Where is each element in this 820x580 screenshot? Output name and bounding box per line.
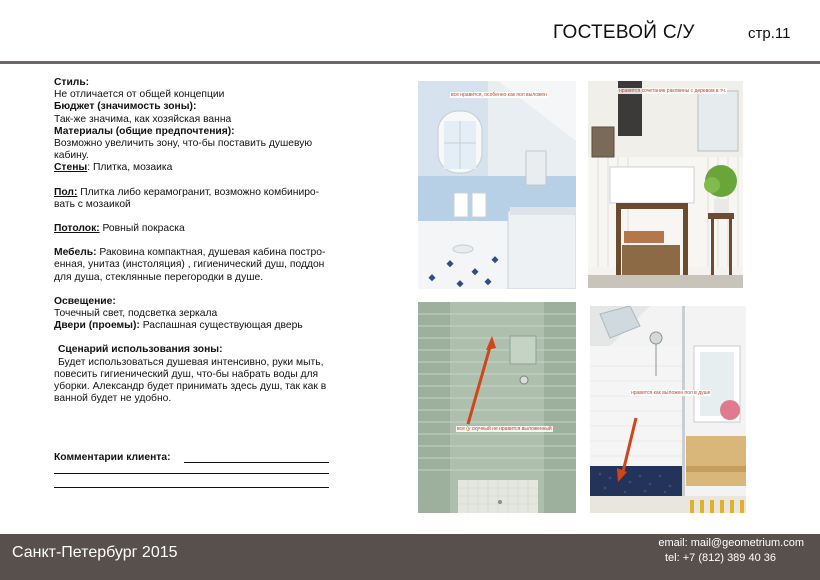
photo-2-note: нравится сочетание раковины с деревом в тч. [619,88,727,94]
photo-3-note: все (у скучный не нравится выложенный [457,426,552,432]
doors-label: Двери (проемы): [54,320,140,332]
walls-value: : Плитка, мозаика [87,162,173,174]
style-label: Стиль: [54,77,90,88]
footer-email[interactable]: email: mail@geometrium.com [658,537,804,549]
scenario-line-3: уборки. Александр будет принимать здесь душ, так как в [54,381,327,393]
footer-city-year: Санкт-Петербург 2015 [12,544,178,561]
page-number: стр.11 [748,25,791,42]
header-divider [0,61,820,64]
photo-wood-vanity [588,81,743,288]
lighting-label: Освещение: [54,295,116,307]
ceiling-value: Ровный покраска [99,223,185,235]
floor-label: Пол: [54,186,78,198]
photo-attic-bathroom [418,81,576,289]
scenario-line-2: повесить гигиенический душ, что-бы набрать воды для [54,368,319,380]
scenario-line-4: ванной будет не удобно. [54,393,172,405]
budget-label: Бюджет (значимость зоны): [54,101,197,113]
photo-4-note: нравится как выложен пол в душе [631,390,711,396]
materials-value-2: кабину. [54,150,89,162]
materials-value-1: Возможно увеличить зону, что-бы поставить душевую [54,138,313,150]
materials-label: Материалы (общие предпочтения): [54,125,235,137]
brief-text [54,77,359,405]
lighting-value: Точечный свет, подсветка зеркала [54,308,218,320]
furniture-value-1: Раковина компактная, душевая кабина постро- [96,247,326,259]
floor-value-2: вать с мозаикой [54,198,131,210]
floor-value-1: Плитка либо керамогранит, возможно комбиниро- [77,186,320,198]
furniture-label: Мебель: [54,247,97,259]
furniture-value-2: енная, унитаз (инстоляция) , гигиенический душ, поддон [54,259,325,271]
footer-bar [0,534,820,580]
photo-green-tile-shower [418,302,576,513]
doors-value: Распашная существующая дверь [139,320,303,332]
budget-value: Так-же значима, как хозяйская ванна [54,113,232,125]
comment-line-1 [184,462,329,463]
furniture-value-3: для душа, стеклянные перегородки в душе. [54,271,264,283]
comment-line-3 [54,487,329,488]
style-value: Не отличается от общей концепции [54,89,225,101]
client-comments-label: Комментарии клиента: [54,452,171,463]
photo-1-note: все нравится, особенно как пол выложен [451,92,547,98]
scenario-label: Сценарий использования зоны: [58,344,223,356]
footer-phone: tel: +7 (812) 389 40 36 [665,552,776,564]
ceiling-label: Потолок: [54,223,100,235]
photo-attic-shower [590,306,746,513]
scenario-line-1: Будет использоваться душевая интенсивно, руки мыть, [58,356,324,368]
walls-label: Стены [54,162,88,174]
comment-line-2 [54,473,329,474]
page-title: ГОСТЕВОЙ С/У [553,22,695,43]
